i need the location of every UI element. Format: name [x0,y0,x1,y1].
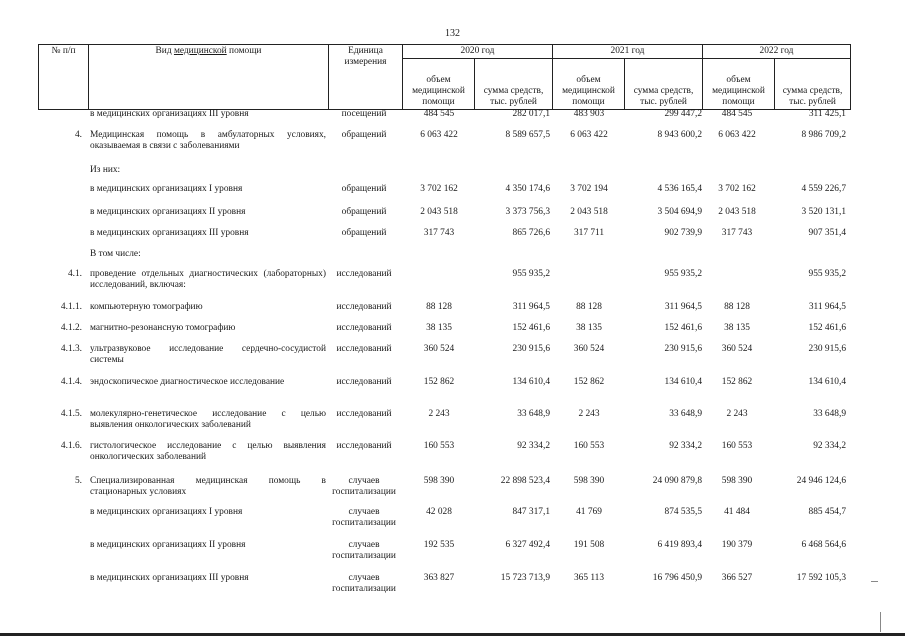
value-2022-sum: 311 425,1 [808,109,846,119]
value-2020-volume: 152 862 [423,377,455,387]
value-2020-volume: 6 063 422 [420,130,458,140]
value-2020-sum: 847 317,1 [512,507,550,517]
value-2020-sum: 282 017,1 [512,109,550,119]
value-2020-volume: 363 827 [423,573,455,583]
header-year-2021: 2021 год [553,45,703,59]
value-2021-sum: 299 447,2 [664,109,702,119]
row-unit: исследований [336,269,392,279]
value-2021-volume: 88 128 [576,302,602,312]
value-2022-volume: 484 545 [721,109,753,119]
row-name: в медицинских организациях III уровня [90,573,249,583]
value-2021-volume: 317 711 [573,228,605,238]
value-2022-sum: 152 461,6 [808,323,846,333]
value-2022-volume: 6 063 422 [718,130,756,140]
page-bottom-rule [0,633,905,636]
value-2020-volume: 317 743 [423,228,455,238]
value-2021-volume: 38 135 [576,323,602,333]
value-2021-sum: 3 504 694,9 [657,207,702,217]
value-2021-sum: 902 739,9 [664,228,702,238]
row-unit: исследований [336,344,392,354]
value-2022-sum: 8 986 709,2 [801,130,846,140]
value-2022-volume: 317 743 [721,228,753,238]
value-2022-volume: 88 128 [724,302,750,312]
value-2020-volume: 88 128 [426,302,452,312]
value-2020-sum: 92 334,2 [517,441,550,451]
row-unit: исследований [336,377,392,387]
value-2020-volume: 160 553 [423,441,455,451]
value-2020-volume: 42 028 [426,507,452,517]
value-2021-sum: 874 535,5 [664,507,702,517]
value-2021-volume: 160 553 [573,441,605,451]
header-sum-2020: сумма средств, тыс. рублей [475,59,553,110]
value-2020-volume: 2 043 518 [420,207,458,217]
value-2021-volume: 2 043 518 [570,207,608,217]
row-unit: обращений [341,130,387,140]
value-2020-sum: 311 964,5 [512,302,550,312]
value-2020-volume: 38 135 [426,323,452,333]
value-2021-volume: 191 508 [573,540,605,550]
header-sum-2021: сумма средств, тыс. рублей [625,59,703,110]
row-unit: случаев госпитализации [332,507,396,528]
value-2020-volume: 192 535 [423,540,455,550]
value-2020-volume: 360 524 [423,344,455,354]
row-number: 4.1.5. [60,409,82,419]
value-2022-volume: 160 553 [721,441,753,451]
value-2020-volume: 484 545 [423,109,455,119]
row-number: 4.1.2. [60,323,82,333]
value-2022-volume: 38 135 [724,323,750,333]
value-2021-volume: 360 524 [573,344,605,354]
header-year-2020: 2020 год [403,45,553,59]
value-2020-sum: 4 350 174,6 [505,184,550,194]
row-number: 4. [74,130,82,140]
value-2021-sum: 4 536 165,4 [657,184,702,194]
value-2022-sum: 134 610,4 [808,377,846,387]
value-2020-volume: 3 702 162 [420,184,458,194]
value-2020-sum: 230 915,6 [512,344,550,354]
row-unit: исследований [336,323,392,333]
value-2022-sum: 4 559 226,7 [801,184,846,194]
value-2021-sum: 24 090 879,8 [652,476,702,486]
row-name: ультразвуковое исследование сердечно-сосудистой системы [90,344,326,365]
row-unit: посещений [341,109,387,119]
header-sum-2022: сумма средств, тыс. рублей [775,59,851,110]
row-name: в медицинских организациях III уровня [90,228,249,238]
row-number: 4.1.6. [60,441,82,451]
row-name: магнитно-резонансную томографию [90,323,236,333]
value-2020-volume: 598 390 [423,476,455,486]
value-2022-volume: 360 524 [721,344,753,354]
value-2020-sum: 955 935,2 [512,269,550,279]
value-2021-sum: 92 334,2 [669,441,702,451]
value-2022-sum: 33 648,9 [813,409,846,419]
row-name: Медицинская помощь в амбулаторных условиях, оказываемая в связи с заболеваниями [90,130,326,151]
row-name: Специализированная медицинская помощь в стационарных условиях [90,476,326,497]
row-name: Из них: [90,165,121,175]
value-2021-volume: 152 862 [573,377,605,387]
value-2020-volume: 2 243 [428,409,450,419]
row-name: в медицинских организациях II уровня [90,540,246,550]
value-2022-sum: 311 964,5 [808,302,846,312]
header-type-label-3: помощи [226,46,262,56]
value-2021-volume: 483 903 [573,109,605,119]
value-2022-volume: 366 527 [721,573,753,583]
header-volume-2021: объем медицинской помощи [553,59,625,110]
row-unit: обращений [341,184,387,194]
value-2021-volume: 365 113 [573,573,605,583]
value-2021-sum: 33 648,9 [669,409,702,419]
value-2022-sum: 92 334,2 [813,441,846,451]
value-2022-volume: 41 484 [724,507,750,517]
value-2022-sum: 17 592 105,3 [796,573,846,583]
value-2022-volume: 152 862 [721,377,753,387]
row-number: 4.1. [67,269,82,279]
header-type [89,45,329,110]
table-header [38,44,851,110]
value-2021-sum: 16 796 450,9 [652,573,702,583]
row-number: 4.1.4. [60,377,82,387]
scan-mark [871,581,878,582]
value-2020-sum: 134 610,4 [512,377,550,387]
scan-edge-line [880,612,881,632]
value-2022-sum: 3 520 131,1 [801,207,846,217]
value-2022-volume: 2 043 518 [718,207,756,217]
row-name: молекулярно-генетическое исследование с целью выявления онкологических заболеваний [90,409,326,430]
row-unit: исследований [336,441,392,451]
value-2022-volume: 3 702 162 [718,184,756,194]
row-unit: обращений [341,228,387,238]
header-number [39,45,89,110]
value-2020-sum: 152 461,6 [512,323,550,333]
row-number: 4.1.3. [60,344,82,354]
value-2021-sum: 152 461,6 [664,323,702,333]
header-volume-2020: объем медицинской помощи [403,59,475,110]
value-2021-volume: 2 243 [578,409,600,419]
value-2022-volume: 598 390 [721,476,753,486]
value-2022-sum: 24 946 124,6 [796,476,846,486]
row-number: 5. [74,476,82,486]
row-unit: исследований [336,409,392,419]
header-type-label-1: Вид [155,46,174,56]
row-number: 4.1.1. [60,302,82,312]
row-name: в медицинских организациях I уровня [90,184,243,194]
value-2021-sum: 311 964,5 [664,302,702,312]
header-volume-2022: объем медицинской помощи [703,59,775,110]
value-2022-volume: 2 243 [726,409,748,419]
value-2020-sum: 33 648,9 [517,409,550,419]
value-2020-sum: 865 726,6 [512,228,550,238]
header-unit [329,45,403,110]
value-2021-volume: 598 390 [573,476,605,486]
value-2021-sum: 955 935,2 [664,269,702,279]
header-unit-label: Единица измерения [344,46,387,67]
row-name: эндоскопическое диагностическое исследование [90,377,285,387]
value-2021-sum: 6 419 893,4 [657,540,702,550]
value-2021-sum: 230 915,6 [664,344,702,354]
row-unit: случаев госпитализации [332,476,396,497]
row-name: проведение отдельных диагностических (лабораторных) исследований, включая: [90,269,326,290]
value-2022-sum: 955 935,2 [808,269,846,279]
row-unit: случаев госпитализации [332,540,396,561]
value-2021-sum: 8 943 600,2 [657,130,702,140]
value-2022-sum: 885 454,7 [808,507,846,517]
value-2022-sum: 6 468 564,6 [801,540,846,550]
value-2020-sum: 22 898 523,4 [500,476,550,486]
value-2021-volume: 3 702 194 [570,184,608,194]
value-2022-sum: 907 351,4 [808,228,846,238]
row-name: В том числе: [90,249,141,259]
header-year-2022: 2022 год [703,45,851,59]
value-2021-volume: 6 063 422 [570,130,608,140]
value-2022-sum: 230 915,6 [808,344,846,354]
page-number: 132 [445,28,460,39]
row-name: гистологическое исследование с целью выявления онкологических заболеваний [90,441,326,462]
value-2020-sum: 15 723 713,9 [500,573,550,583]
header-type-label-2: медицинской [173,46,227,56]
header-number-label: № п/п [51,46,76,56]
row-unit: случаев госпитализации [332,573,396,594]
row-name: в медицинских организациях II уровня [90,207,246,217]
row-name: в медицинских организациях I уровня [90,507,243,517]
value-2021-sum: 134 610,4 [664,377,702,387]
value-2020-sum: 6 327 492,4 [505,540,550,550]
row-name: в медицинских организациях III уровня [90,109,249,119]
value-2022-volume: 190 379 [721,540,753,550]
row-name: компьютерную томографию [90,302,203,312]
value-2021-volume: 41 769 [576,507,602,517]
value-2020-sum: 8 589 657,5 [505,130,550,140]
value-2020-sum: 3 373 756,3 [505,207,550,217]
row-unit: обращений [341,207,387,217]
row-unit: исследований [336,302,392,312]
